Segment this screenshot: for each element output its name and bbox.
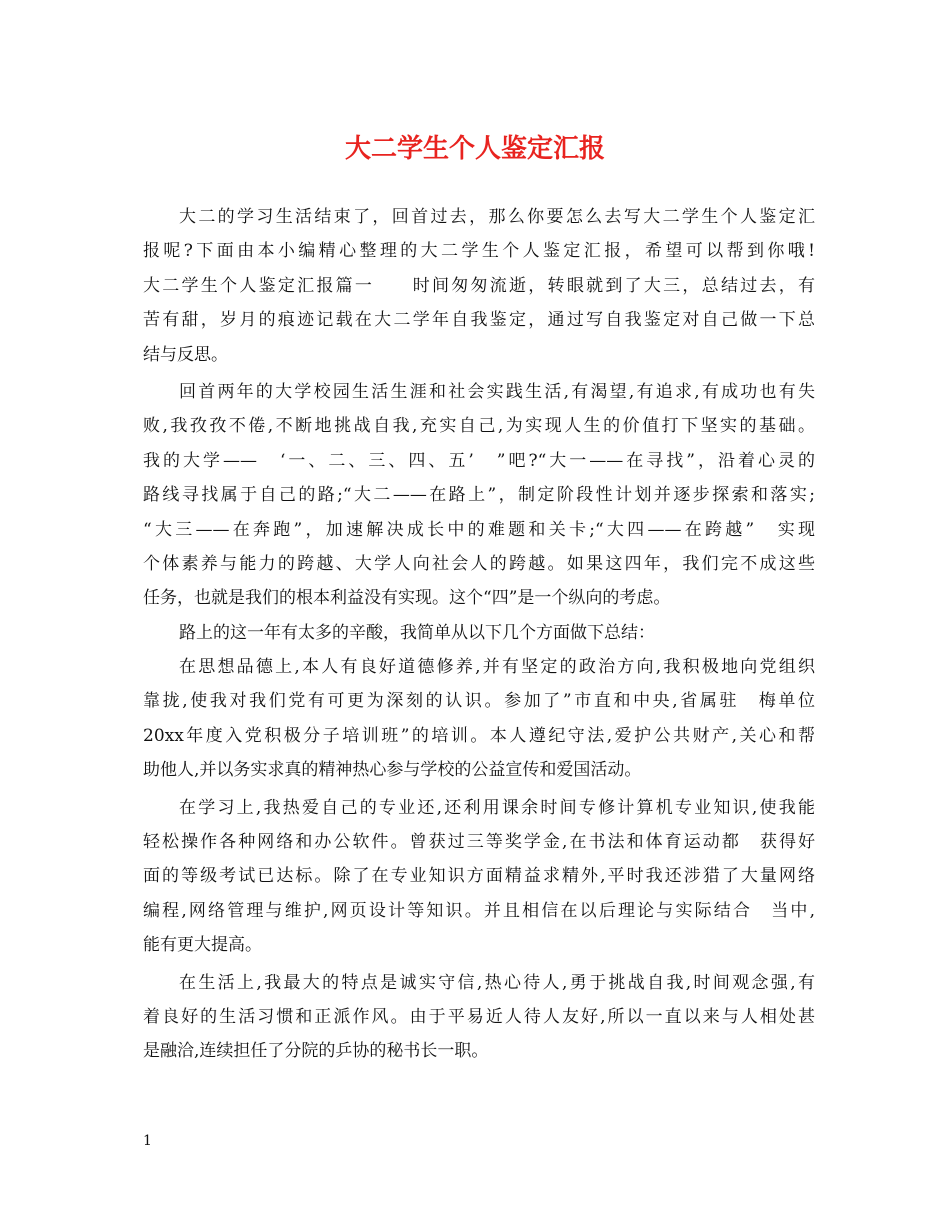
text-line: 是融洽,连续担任了分院的乒协的秘书长一职。 xyxy=(143,1041,489,1062)
text-line: 结与反思。 xyxy=(143,344,228,365)
text-line: 个体素养与能力的跨越、大学人向社会人的跨越。如果这四年，我们完不成这些 xyxy=(143,553,815,574)
text-line: 靠拢,使我对我们党有可更为深刻的认识。参加了”市直和中央,省属驻 梅单位 xyxy=(143,691,815,712)
text-line: 20xx年度入党积极分子培训班”的培训。本人遵纪守法,爱护公共财产,关心和帮 xyxy=(143,725,815,746)
text-line: 败,我孜孜不倦,不断地挑战自我,充实自己,为实现人生的价值打下坚实的基础。 xyxy=(143,416,815,437)
text-line: 助他人,并以务实求真的精神热心参与学校的公益宣传和爱国活动。 xyxy=(143,760,642,781)
text-line: 路上的这一年有太多的辛酸，我简单从以下几个方面做下总结： xyxy=(179,622,655,643)
text-line: 面的等级考试已达标。除了在专业知识方面精益求精外,平时我还涉猎了大量网络 xyxy=(143,866,815,887)
document-body xyxy=(143,200,815,1069)
text-line: 我的大学—— ‘一、二、三、四、五’ ”吧?“大一——在寻找”，沿着心灵的 xyxy=(143,450,815,471)
page-number: 1 xyxy=(143,1133,152,1149)
text-line: 任务，也就是我们的根本利益没有实现。这个“四”是一个纵向的考虑。 xyxy=(143,588,671,609)
text-line: 在生活上,我最大的特点是诚实守信,热心待人,勇于挑战自我,时间观念强,有 xyxy=(179,972,815,993)
text-line: 编程,网络管理与维护,网页设计等知识。并且相信在以后理论与实际结合 当中, xyxy=(143,900,815,921)
text-line: 在思想品德上,本人有良好道德修养,并有坚定的政治方向,我积极地向党组织 xyxy=(179,657,815,678)
text-line: 着良好的生活习惯和正派作风。由于平易近人待人友好,所以一直以来与人相处甚 xyxy=(143,1006,815,1027)
page-title: 大二学生个人鉴定汇报 xyxy=(344,134,605,164)
text-line: 报呢?下面由本小编精心整理的大二学生个人鉴定汇报，希望可以帮到你哦! xyxy=(143,241,815,262)
text-line: 大二学生个人鉴定汇报篇一 时间匆匆流逝，转眼就到了大三，总结过去，有 xyxy=(143,275,815,296)
text-line: “大三——在奔跑”，加速解决成长中的难题和关卡;“大四——在跨越” 实现 xyxy=(143,519,815,540)
text-line: 能有更大提高。 xyxy=(143,935,262,956)
text-line: 路线寻找属于自己的路;“大二——在路上”，制定阶段性计划并逐步探索和落实; xyxy=(143,485,815,506)
text-line: 苦有甜，岁月的痕迹记载在大二学年自我鉴定，通过写自我鉴定对自己做一下总 xyxy=(143,310,815,331)
text-line: 大二的学习生活结束了，回首过去，那么你要怎么去写大二学生个人鉴定汇 xyxy=(179,207,815,227)
text-line: 回首两年的大学校园生活生涯和社会实践生活,有渴望,有追求,有成功也有失 xyxy=(179,381,815,402)
text-line: 在学习上,我热爱自己的专业还,还利用课余时间专修计算机专业知识,使我能 xyxy=(179,797,815,818)
text-line: 轻松操作各种网络和办公软件。曾获过三等奖学金,在书法和体育运动都 获得好 xyxy=(143,832,815,853)
